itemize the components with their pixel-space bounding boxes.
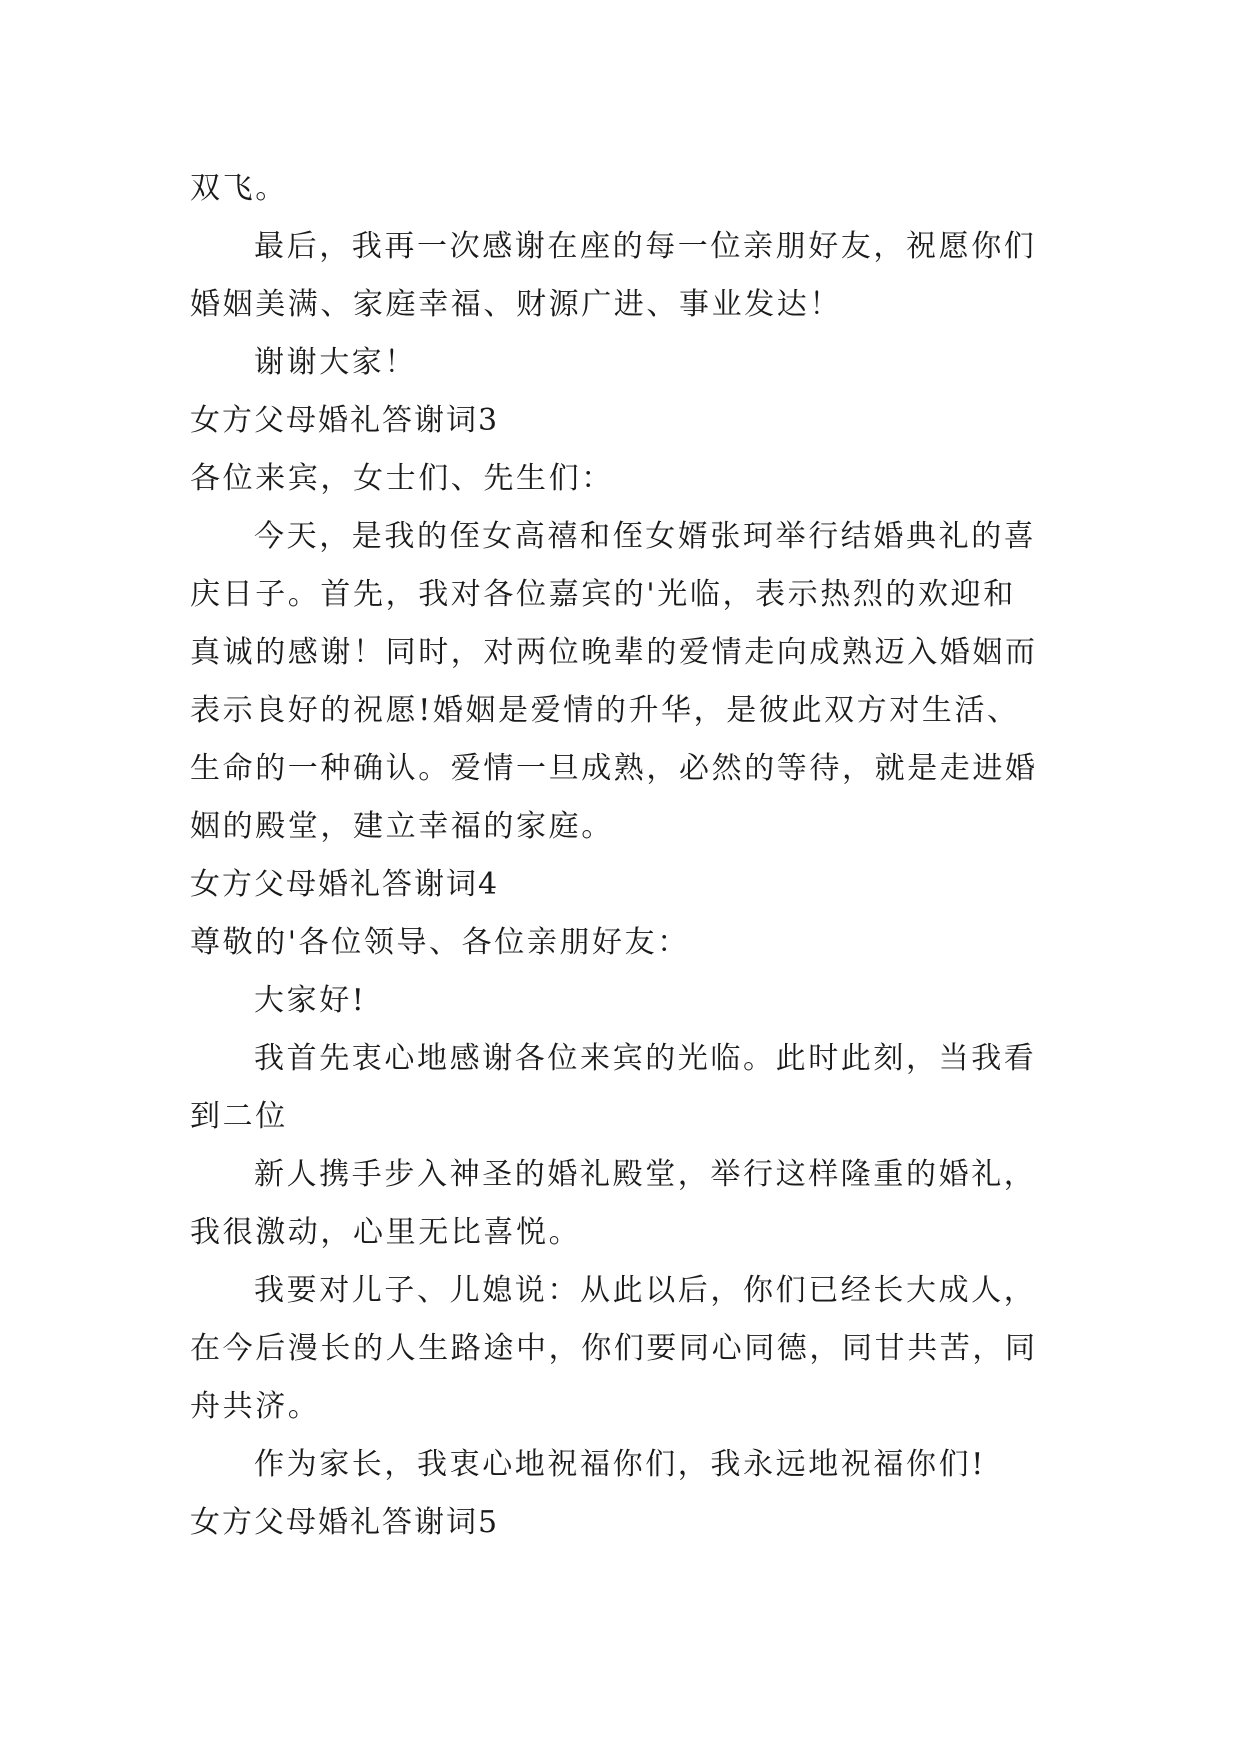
section-heading: 女方父母婚礼答谢词4	[190, 867, 500, 902]
text-line: 真诚的感谢！同时，对两位晚辈的爱情走向成熟迈入婚姻而	[190, 635, 1038, 670]
text-line: 尊敬的'各位领导、各位亲朋好友：	[190, 925, 690, 960]
text-line: 谢谢大家！	[254, 345, 417, 380]
text-line: 婚姻美满、家庭幸福、财源广进、事业发达！	[190, 287, 842, 322]
text-line: 我首先衷心地感谢各位来宾的光临。此时此刻，当我看	[254, 1041, 1037, 1076]
text-line: 姻的殿堂，建立幸福的家庭。	[190, 809, 614, 844]
text-line: 生命的一种确认。爱情一旦成熟，必然的等待，就是走进婚	[190, 751, 1038, 786]
text-line: 作为家长，我衷心地祝福你们，我永远地祝福你们!	[254, 1447, 986, 1482]
text-line: 双飞。	[190, 171, 288, 206]
document-page	[190, 160, 1070, 1552]
text-line: 大家好!	[254, 983, 367, 1018]
text-line: 舟共济。	[190, 1389, 321, 1424]
text-line: 我要对儿子、儿媳说：从此以后，你们已经长大成人，	[254, 1273, 1037, 1308]
text-line: 表示良好的祝愿!婚姻是爱情的升华，是彼此双方对生活、	[190, 693, 1020, 728]
section-heading: 女方父母婚礼答谢词3	[190, 403, 500, 438]
text-line: 到二位	[190, 1099, 288, 1134]
text-line: 我很激动，心里无比喜悦。	[190, 1215, 582, 1250]
text-line: 各位来宾，女士们、先生们：	[190, 461, 614, 496]
section-heading: 女方父母婚礼答谢词5	[190, 1505, 500, 1540]
text-line: 最后，我再一次感谢在座的每一位亲朋好友，祝愿你们	[254, 229, 1037, 264]
text-line: 今天，是我的侄女高禧和侄女婿张珂举行结婚典礼的喜	[254, 519, 1037, 554]
text-line: 在今后漫长的人生路途中，你们要同心同德，同甘共苦，同	[190, 1331, 1038, 1366]
text-line: 庆日子。首先，我对各位嘉宾的'光临，表示热烈的欢迎和	[190, 577, 1016, 612]
text-line: 新人携手步入神圣的婚礼殿堂，举行这样隆重的婚礼，	[254, 1157, 1037, 1192]
